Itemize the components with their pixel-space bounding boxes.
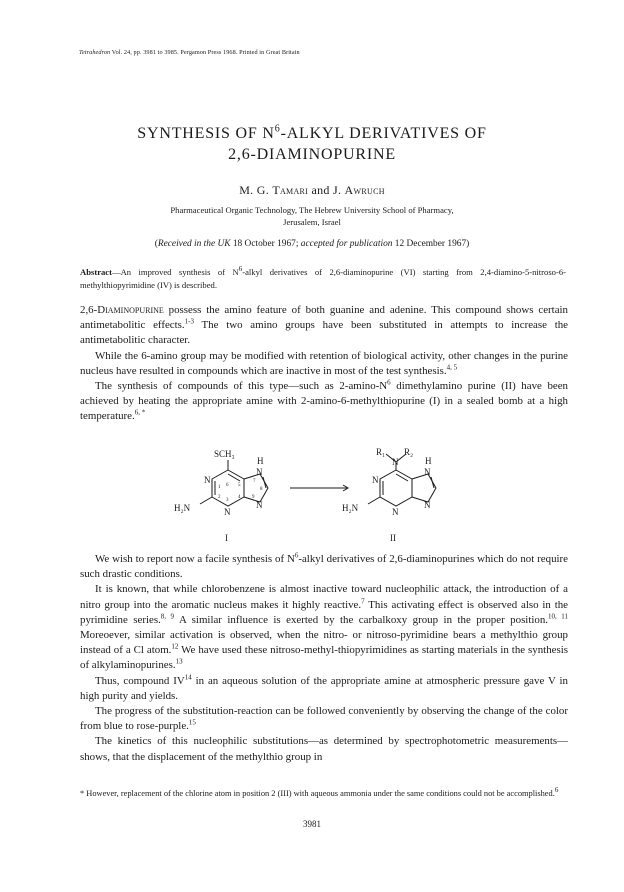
- svg-text:N: N: [224, 507, 231, 517]
- svg-text:H: H: [257, 456, 264, 466]
- svg-text:4: 4: [238, 495, 241, 500]
- svg-text:5: 5: [238, 483, 241, 488]
- paragraph-1: 2,6-Diaminopurine possess the amino feature of both guanine and adenine. This compound shows certain antimetabolitic effects.$^{1-3}$ The two amino groups have been substituted in attempts to increase the antimetabolitic character.: [80, 304, 568, 347]
- svg-text:9: 9: [252, 495, 255, 500]
- svg-text:3: 3: [226, 498, 229, 503]
- svg-text:R₁: R₁: [376, 448, 386, 457]
- affiliation-line-1: Pharmaceutical Organic Technology, The Hebrew University School of Pharmacy,: [170, 205, 454, 215]
- journal-name: Tetrahedron: [79, 49, 111, 56]
- svg-text:N: N: [424, 467, 431, 477]
- amino-group-i: H₂N: [174, 503, 191, 513]
- compound-label-ii: II: [390, 533, 396, 543]
- paragraph-5: It is known, that while chlorobenzene is almost inactive toward nucleophilic attack, the introduction of a nitro group into the aromatic nucleus makes it highly reactive.$^7$ This activating effect is observed also in the pyrimidine series.$^{8, 9}$ A similar influence is exerted by the carbalkoxy group in the proper position.$^{10, 11}$ Moreoever, similar activation is observed, when the nitro- or nitroso-pyrimidine bears a methylthio group instead of a Cl atom.$^{12}$ We have used these nitroso-methyl-thiopyrimidines as starting materials in the synthesis of alkylaminopurines.$^{13}$: [80, 583, 568, 672]
- author-1: Tamari: [272, 183, 309, 197]
- svg-text:8: 8: [260, 487, 263, 492]
- svg-text:7: 7: [253, 479, 256, 484]
- svg-text:H: H: [425, 456, 432, 466]
- citation-line: Vol. 24, pp. 3981 to 3985. Pergamon Press 1968. Printed in Great Britain: [111, 49, 300, 56]
- amino-group-ii: H₂N: [342, 503, 359, 513]
- page-number: 3981: [303, 819, 321, 829]
- svg-text:N: N: [392, 457, 399, 467]
- paragraph-2: While the 6-amino group may be modified with retention of biological activity, other changes in the purine nucleus have resulted in compounds which are inactive in most of the test synthesis.$^{4, 5}$: [80, 349, 568, 377]
- running-header: [79, 49, 300, 56]
- svg-text:N: N: [204, 475, 211, 485]
- paragraph-6: Thus, compound IV$^{14}$ in an aqueous solution of the appropriate amine at atmospheric pressure gave V in high purity and yields.: [80, 673, 568, 702]
- body-text-upper: [80, 303, 568, 425]
- abstract-label: Abstract: [80, 267, 112, 277]
- paper-title-line-1: SYNTHESIS OF $N^6$-ALKYL DERIVATIVES OF: [137, 123, 487, 142]
- paper-title-line-2: 2,6-DIAMINOPURINE: [228, 146, 396, 163]
- svg-text:6: 6: [226, 483, 229, 488]
- svg-text:R₂: R₂: [404, 448, 414, 457]
- svg-text:N: N: [372, 475, 379, 485]
- compound-label-i: I: [225, 533, 228, 543]
- svg-text:N: N: [256, 500, 263, 510]
- svg-text:1: 1: [218, 485, 221, 490]
- body-text-lower: [80, 552, 568, 765]
- paragraph-4: We wish to report now a facile synthesis of $N^6$-alkyl derivatives of 2,6-diaminopurines which do not require such drastic conditions.: [80, 551, 568, 581]
- paragraph-8: The kinetics of this nucleophilic substitutions—as determined by spectrophotometric measurements—shows, that the displacement of the methylthio group in: [80, 735, 568, 763]
- abstract: Abstract—An improved synthesis of $N^6$-alkyl derivatives of 2,6-diaminopurine (VI) starting from 2,4-diamino-5-nitroso-6-methylthiopyrimidine (IV) is described.: [80, 265, 566, 290]
- author-line: M. G. Tamari and J. Awruch: [239, 183, 385, 197]
- author-2: Awruch: [344, 183, 385, 197]
- svg-text:N: N: [424, 500, 431, 510]
- reaction-scheme: [150, 448, 480, 546]
- footnote: * However, replacement of the chlorine atom in position 2 (III) with aqueous ammonia under the same conditions could not be accomplished.$^6$: [80, 786, 559, 798]
- paragraph-7: The progress of the substitution-reaction can be followed conveniently by observing the change of the color from blue to rose-purple.$^{15}$: [80, 705, 568, 733]
- purine-ii-ring: [380, 470, 412, 506]
- svg-text:N: N: [256, 467, 263, 477]
- affiliation-line-2: Jerusalem, Israel: [283, 217, 341, 227]
- svg-text:N: N: [392, 507, 399, 517]
- received-dates: (Received in the UK 18 October 1967; accepted for publication 12 December 1967): [154, 239, 470, 249]
- substituent-sch3: SCH₃: [214, 449, 235, 459]
- svg-text:2: 2: [218, 495, 221, 500]
- paragraph-3: The synthesis of compounds of this type—such as $2-amino-N^6$ dimethylamino purine (II) have been achieved by heating the appropriate amine with 2-amino-6-methylthiopurine (I) in a sealed bomb at a high temperature.$^{6, *}$: [80, 378, 568, 423]
- reaction-scheme-svg: [150, 448, 480, 546]
